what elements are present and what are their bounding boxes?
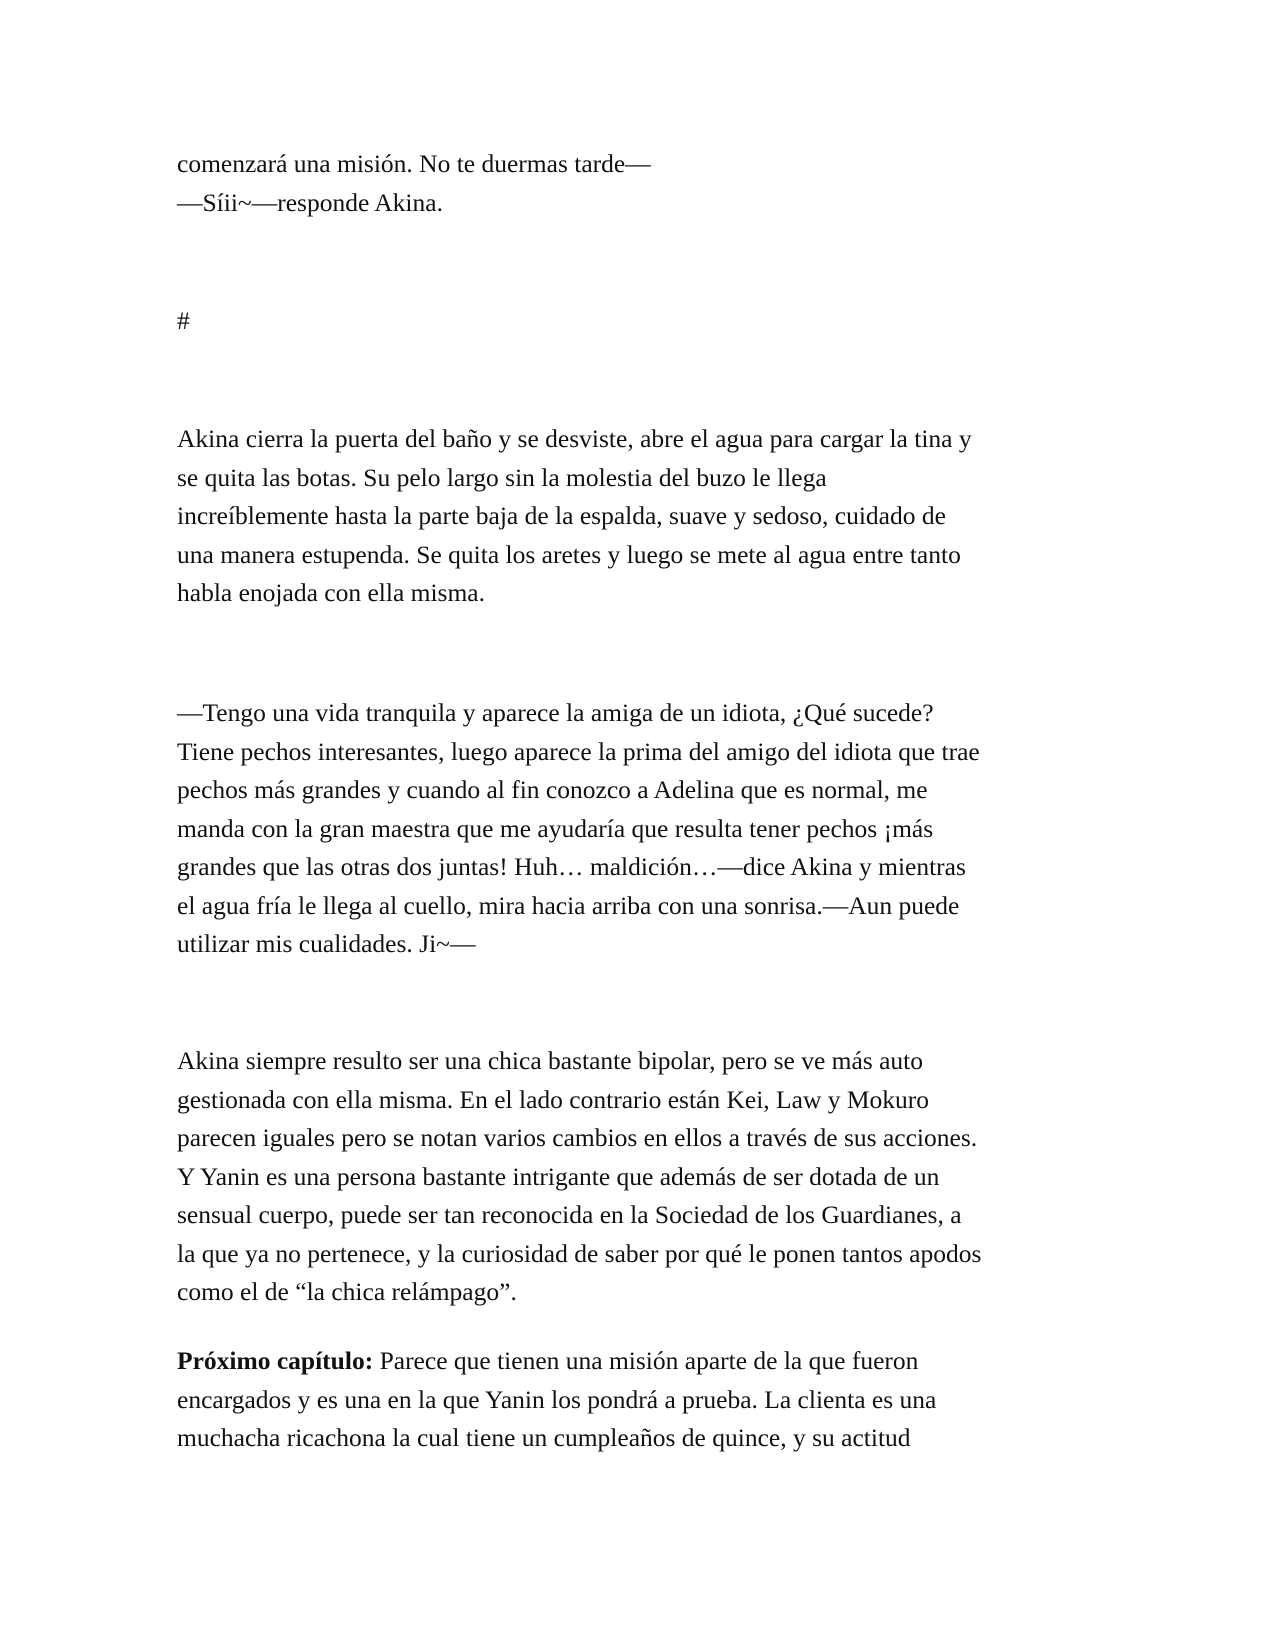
text-line: Akina siempre resulto ser una chica bastante bipolar, pero se ve más auto: [177, 1046, 924, 1075]
text-line: gestionada con ella misma. En el lado contrario están Kei, Law y Mokuro: [177, 1084, 930, 1114]
text-line: increíblemente hasta la parte baja de la espalda, suave y sedoso, cuidado de: [177, 501, 946, 530]
text-line: como el de “la chica relámpago”.: [177, 1277, 517, 1306]
text-line: [177, 1342, 1107, 1381]
paragraph-character-summary: [177, 1042, 1107, 1312]
text-line: pechos más grandes y cuando al fin conozco a Adelina que es normal, me: [177, 775, 928, 804]
paragraph-next-chapter: [177, 1342, 1107, 1458]
text-line: comenzará una misión. No te duermas tarde—: [177, 149, 651, 178]
text-line: —Síii~—responde Akina.: [177, 187, 443, 217]
text-line: habla enojada con ella misma.: [177, 578, 486, 607]
separator-mark: #: [177, 306, 190, 335]
text-line: una manera estupenda. Se quita los aretes y luego se mete al agua entre tanto: [177, 539, 961, 569]
text-line: Akina cierra la puerta del baño y se desviste, abre el agua para cargar la tina y: [177, 424, 972, 453]
text-line: muchacha ricachona la cual tiene un cumpleaños de quince, y su actitud: [177, 1423, 911, 1452]
next-chapter-text: Parece que tienen una misión aparte de la que fueron: [373, 1346, 919, 1375]
dialogue-lines: [177, 145, 1107, 222]
text-line: se quita las botas. Su pelo largo sin la molestia del buzo le llega: [177, 462, 827, 492]
text-line: —Tengo una vida tranquila y aparece la amiga de un idiota, ¿Qué sucede?: [177, 698, 934, 727]
text-line: grandes que las otras dos juntas! Huh… maldición…—dice Akina y mientras: [177, 852, 966, 881]
paragraph-akina-monologue: [177, 694, 1107, 964]
text-line: el agua fría le llega al cuello, mira hacia arriba con una sonrisa.—Aun puede: [177, 890, 960, 920]
text-line: encargados y es una en la que Yanin los pondrá a prueba. La clienta es una: [177, 1384, 937, 1414]
text-line: la que ya no pertenece, y la curiosidad de saber por qué le ponen tantos apodos: [177, 1238, 982, 1268]
next-chapter-label: Próximo capítulo:: [177, 1346, 374, 1375]
text-line: manda con la gran maestra que me ayudaría que resulta tener pechos ¡más: [177, 813, 934, 843]
scene-separator: [177, 302, 1107, 341]
text-line: utilizar mis cualidades. Ji~—: [177, 929, 476, 958]
text-line: sensual cuerpo, puede ser tan reconocida en la Sociedad de los Guardianes, a: [177, 1200, 962, 1229]
text-line: Tiene pechos interesantes, luego aparece la prima del amigo del idiota que trae: [177, 736, 980, 766]
paragraph-bath-scene: [177, 420, 1107, 613]
text-line: Y Yanin es una persona bastante intrigante que además de ser dotada de un: [177, 1161, 940, 1191]
text-line: parecen iguales pero se notan varios cambios en ellos a través de sus acciones.: [177, 1123, 978, 1152]
